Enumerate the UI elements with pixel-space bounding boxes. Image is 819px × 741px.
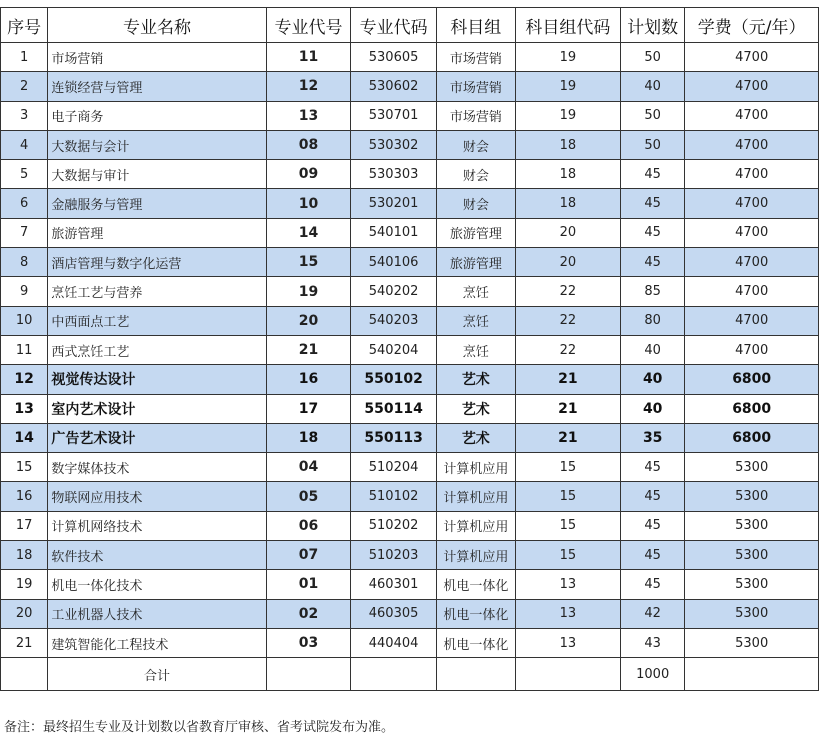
cell-fee: 4700	[685, 43, 819, 72]
cell-group: 市场营销	[436, 43, 515, 72]
cell-code: 14	[266, 218, 351, 247]
cell-code: 13	[266, 101, 351, 130]
cell-group-code: 21	[515, 394, 620, 423]
cell-major-code: 540202	[351, 277, 436, 306]
cell-major-code: 510204	[351, 453, 436, 482]
cell-no: 18	[1, 541, 48, 570]
table-row	[1, 218, 819, 247]
cell-no: 17	[1, 511, 48, 540]
total-empty-cell	[266, 658, 351, 691]
cell-plan: 50	[621, 43, 685, 72]
cell-group: 旅游管理	[436, 248, 515, 277]
cell-plan: 40	[621, 335, 685, 364]
cell-code: 06	[266, 511, 351, 540]
cell-major-code: 530302	[351, 130, 436, 159]
cell-major-code: 530303	[351, 160, 436, 189]
cell-name: 金融服务与管理	[48, 189, 266, 218]
total-empty-cell	[351, 658, 436, 691]
cell-group: 烹饪	[436, 306, 515, 335]
cell-major-code: 540203	[351, 306, 436, 335]
header-cell-major-code: 专业代码	[351, 8, 436, 43]
cell-group-code: 20	[515, 218, 620, 247]
cell-plan: 45	[621, 189, 685, 218]
header-cell-no: 序号	[1, 8, 48, 43]
cell-name: 大数据与会计	[48, 130, 266, 159]
cell-major-code: 510202	[351, 511, 436, 540]
cell-name: 室内艺术设计	[48, 394, 266, 423]
total-row	[1, 658, 819, 691]
cell-fee: 6800	[685, 365, 819, 394]
cell-group-code: 22	[515, 277, 620, 306]
cell-plan: 45	[621, 541, 685, 570]
cell-major-code: 510203	[351, 541, 436, 570]
cell-fee: 4700	[685, 248, 819, 277]
cell-name: 旅游管理	[48, 218, 266, 247]
table-row	[1, 394, 819, 423]
cell-group-code: 15	[515, 541, 620, 570]
cell-group: 艺术	[436, 394, 515, 423]
cell-name: 市场营销	[48, 43, 266, 72]
cell-group-code: 22	[515, 335, 620, 364]
cell-plan: 45	[621, 453, 685, 482]
cell-group-code: 22	[515, 306, 620, 335]
cell-fee: 4700	[685, 277, 819, 306]
cell-name: 电子商务	[48, 101, 266, 130]
cell-major-code: 510102	[351, 482, 436, 511]
cell-name: 大数据与审计	[48, 160, 266, 189]
cell-plan: 40	[621, 72, 685, 101]
cell-code: 01	[266, 570, 351, 599]
cell-name: 计算机网络技术	[48, 511, 266, 540]
header-cell-group-code: 科目组代码	[515, 8, 620, 43]
cell-fee: 4700	[685, 160, 819, 189]
total-label: 合计	[48, 658, 266, 691]
cell-no: 14	[1, 423, 48, 452]
cell-group-code: 18	[515, 160, 620, 189]
total-empty-cell	[1, 658, 48, 691]
cell-group: 计算机应用	[436, 541, 515, 570]
cell-major-code: 530602	[351, 72, 436, 101]
cell-group-code: 21	[515, 365, 620, 394]
table-row	[1, 511, 819, 540]
cell-group-code: 21	[515, 423, 620, 452]
cell-plan: 50	[621, 130, 685, 159]
table-row	[1, 628, 819, 657]
cell-plan: 40	[621, 394, 685, 423]
cell-no: 12	[1, 365, 48, 394]
header-cell-code: 专业代号	[266, 8, 351, 43]
enrollment-plan-table	[0, 7, 819, 691]
cell-no: 5	[1, 160, 48, 189]
table-row	[1, 43, 819, 72]
cell-group: 烹饪	[436, 277, 515, 306]
cell-code: 12	[266, 72, 351, 101]
cell-group-code: 15	[515, 482, 620, 511]
header-cell-name: 专业名称	[48, 8, 266, 43]
total-plan: 1000	[621, 658, 685, 691]
cell-group-code: 13	[515, 599, 620, 628]
cell-plan: 45	[621, 218, 685, 247]
cell-code: 02	[266, 599, 351, 628]
cell-name: 连锁经营与管理	[48, 72, 266, 101]
cell-fee: 5300	[685, 482, 819, 511]
cell-group: 艺术	[436, 365, 515, 394]
cell-code: 03	[266, 628, 351, 657]
cell-plan: 43	[621, 628, 685, 657]
cell-major-code: 540204	[351, 335, 436, 364]
table-row	[1, 277, 819, 306]
cell-plan: 45	[621, 248, 685, 277]
cell-code: 11	[266, 43, 351, 72]
table-row	[1, 453, 819, 482]
cell-fee: 4700	[685, 218, 819, 247]
cell-name: 物联网应用技术	[48, 482, 266, 511]
cell-major-code: 530605	[351, 43, 436, 72]
cell-group-code: 20	[515, 248, 620, 277]
table-row	[1, 482, 819, 511]
cell-code: 16	[266, 365, 351, 394]
cell-code: 15	[266, 248, 351, 277]
cell-name: 建筑智能化工程技术	[48, 628, 266, 657]
cell-name: 中西面点工艺	[48, 306, 266, 335]
cell-name: 视觉传达设计	[48, 365, 266, 394]
cell-name: 机电一体化技术	[48, 570, 266, 599]
cell-name: 酒店管理与数字化运营	[48, 248, 266, 277]
table-row	[1, 423, 819, 452]
table-row	[1, 306, 819, 335]
cell-no: 10	[1, 306, 48, 335]
cell-no: 20	[1, 599, 48, 628]
cell-code: 05	[266, 482, 351, 511]
header-cell-fee: 学费（元/年）	[685, 8, 819, 43]
cell-plan: 85	[621, 277, 685, 306]
cell-fee: 5300	[685, 511, 819, 540]
cell-no: 11	[1, 335, 48, 364]
cell-code: 21	[266, 335, 351, 364]
cell-no: 9	[1, 277, 48, 306]
table-row	[1, 570, 819, 599]
cell-code: 07	[266, 541, 351, 570]
cell-major-code: 550114	[351, 394, 436, 423]
cell-fee: 4700	[685, 189, 819, 218]
cell-name: 西式烹饪工艺	[48, 335, 266, 364]
cell-code: 10	[266, 189, 351, 218]
table-row	[1, 335, 819, 364]
cell-fee: 5300	[685, 541, 819, 570]
cell-no: 21	[1, 628, 48, 657]
cell-plan: 40	[621, 365, 685, 394]
table-body	[1, 43, 819, 658]
cell-fee: 6800	[685, 423, 819, 452]
cell-group: 机电一体化	[436, 599, 515, 628]
cell-name: 工业机器人技术	[48, 599, 266, 628]
cell-plan: 42	[621, 599, 685, 628]
cell-group: 烹饪	[436, 335, 515, 364]
cell-group: 市场营销	[436, 72, 515, 101]
cell-fee: 4700	[685, 101, 819, 130]
cell-code: 08	[266, 130, 351, 159]
cell-group-code: 13	[515, 570, 620, 599]
cell-plan: 45	[621, 511, 685, 540]
cell-group: 计算机应用	[436, 511, 515, 540]
cell-plan: 35	[621, 423, 685, 452]
cell-group-code: 19	[515, 101, 620, 130]
cell-fee: 4700	[685, 306, 819, 335]
cell-group: 机电一体化	[436, 570, 515, 599]
cell-no: 1	[1, 43, 48, 72]
cell-group-code: 15	[515, 511, 620, 540]
cell-group: 艺术	[436, 423, 515, 452]
cell-plan: 50	[621, 101, 685, 130]
cell-no: 3	[1, 101, 48, 130]
table-row	[1, 189, 819, 218]
table-row	[1, 130, 819, 159]
cell-name: 烹饪工艺与营养	[48, 277, 266, 306]
cell-major-code: 550113	[351, 423, 436, 452]
header-row	[1, 8, 819, 43]
cell-fee: 4700	[685, 130, 819, 159]
cell-fee: 5300	[685, 628, 819, 657]
cell-name: 软件技术	[48, 541, 266, 570]
cell-group-code: 13	[515, 628, 620, 657]
cell-group: 计算机应用	[436, 482, 515, 511]
table-row	[1, 72, 819, 101]
cell-major-code: 530701	[351, 101, 436, 130]
cell-no: 15	[1, 453, 48, 482]
header-cell-plan: 计划数	[621, 8, 685, 43]
table-row	[1, 599, 819, 628]
cell-plan: 45	[621, 482, 685, 511]
cell-no: 19	[1, 570, 48, 599]
cell-code: 04	[266, 453, 351, 482]
cell-plan: 45	[621, 570, 685, 599]
cell-major-code: 540101	[351, 218, 436, 247]
cell-code: 17	[266, 394, 351, 423]
cell-group-code: 19	[515, 43, 620, 72]
cell-no: 6	[1, 189, 48, 218]
cell-group-code: 15	[515, 453, 620, 482]
header-cell-group: 科目组	[436, 8, 515, 43]
cell-no: 4	[1, 130, 48, 159]
cell-major-code: 530201	[351, 189, 436, 218]
cell-no: 16	[1, 482, 48, 511]
cell-major-code: 540106	[351, 248, 436, 277]
cell-group: 财会	[436, 189, 515, 218]
table-row	[1, 541, 819, 570]
cell-group: 市场营销	[436, 101, 515, 130]
cell-plan: 80	[621, 306, 685, 335]
cell-group-code: 18	[515, 189, 620, 218]
cell-fee: 4700	[685, 335, 819, 364]
table-row	[1, 248, 819, 277]
footnote: 备注：最终招生专业及计划数以省教育厅审核、省考试院发布为准。	[4, 720, 395, 735]
cell-no: 2	[1, 72, 48, 101]
total-empty-cell	[685, 658, 819, 691]
cell-major-code: 440404	[351, 628, 436, 657]
cell-fee: 5300	[685, 570, 819, 599]
total-empty-cell	[436, 658, 515, 691]
table-row	[1, 160, 819, 189]
cell-group: 机电一体化	[436, 628, 515, 657]
cell-code: 19	[266, 277, 351, 306]
cell-code: 09	[266, 160, 351, 189]
total-empty-cell	[515, 658, 620, 691]
cell-no: 8	[1, 248, 48, 277]
cell-group: 旅游管理	[436, 218, 515, 247]
cell-code: 20	[266, 306, 351, 335]
cell-major-code: 460301	[351, 570, 436, 599]
cell-group: 财会	[436, 130, 515, 159]
cell-code: 18	[266, 423, 351, 452]
cell-fee: 5300	[685, 453, 819, 482]
cell-fee: 4700	[685, 72, 819, 101]
cell-group: 财会	[436, 160, 515, 189]
table-row	[1, 101, 819, 130]
cell-plan: 45	[621, 160, 685, 189]
table-row	[1, 365, 819, 394]
cell-group: 计算机应用	[436, 453, 515, 482]
cell-no: 7	[1, 218, 48, 247]
cell-major-code: 550102	[351, 365, 436, 394]
cell-name: 广告艺术设计	[48, 423, 266, 452]
cell-fee: 6800	[685, 394, 819, 423]
cell-major-code: 460305	[351, 599, 436, 628]
cell-no: 13	[1, 394, 48, 423]
cell-group-code: 19	[515, 72, 620, 101]
cell-group-code: 18	[515, 130, 620, 159]
cell-fee: 5300	[685, 599, 819, 628]
cell-name: 数字媒体技术	[48, 453, 266, 482]
